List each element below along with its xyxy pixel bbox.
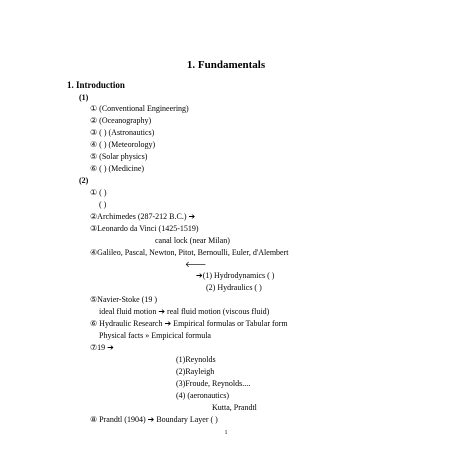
list-item: ➔(1) Hydrodynamics ( ) (196, 271, 275, 280)
list-item: ⑥ Hydraulic Research ➔ Empirical formulas or Tabular form (90, 319, 288, 328)
list-item: ⑤Navier-Stoke (19 ) (90, 295, 157, 304)
list-item: canal lock (near Milan) (155, 236, 230, 245)
list-item: (1)Reynolds (176, 355, 216, 364)
list-item: (2) Hydraulics ( ) (206, 283, 262, 292)
part-2-label: (2) (79, 176, 89, 185)
list-item: ⑥ ( ) (Medicine) (90, 164, 145, 173)
list-item: (2)Rayleigh (176, 367, 215, 376)
list-item: ④ ( ) (Meteorology) (90, 140, 156, 149)
list-item: ⑦19 ➔ (90, 343, 114, 352)
list-item: ① ( ) (90, 188, 107, 197)
list-item: ④Galileo, Pascal, Newton, Pitot, Bernoulli, Euler, d'Alembert (90, 248, 289, 257)
list-item: ( ) (99, 200, 107, 209)
part-1-label: (1) (79, 93, 89, 102)
page-number: 1 (224, 430, 228, 436)
list-item: (3)Froude, Reynolds.... (176, 379, 251, 388)
list-item: ideal fluid motion ➔ real fluid motion (viscous fluid) (99, 307, 270, 316)
list-item: Physical facts » Empicical formula (99, 331, 211, 340)
list-item: ⑧ Prandtl (1904) ➔ Boundary Layer ( ) (90, 415, 218, 424)
list-item: ②Archimedes (287-212 B.C.) ➔ (90, 212, 196, 221)
page-title: 1. Fundamentals (186, 59, 266, 71)
section-heading: 1. Introduction (67, 80, 125, 90)
arrow-left-icon: 🡐 (185, 260, 207, 269)
list-item: ② (Oceanography) (90, 116, 152, 125)
list-item: Kutta, Prandtl (212, 403, 257, 412)
list-item: ③ ( ) (Astronautics) (90, 128, 155, 137)
list-item: ③Leonardo da Vinci (1425-1519) (90, 224, 199, 233)
list-item: (4) (aeronautics) (176, 391, 230, 400)
list-item: ① (Conventional Engineering) (90, 104, 189, 113)
list-item: ⑤ (Solar physics) (90, 152, 148, 161)
